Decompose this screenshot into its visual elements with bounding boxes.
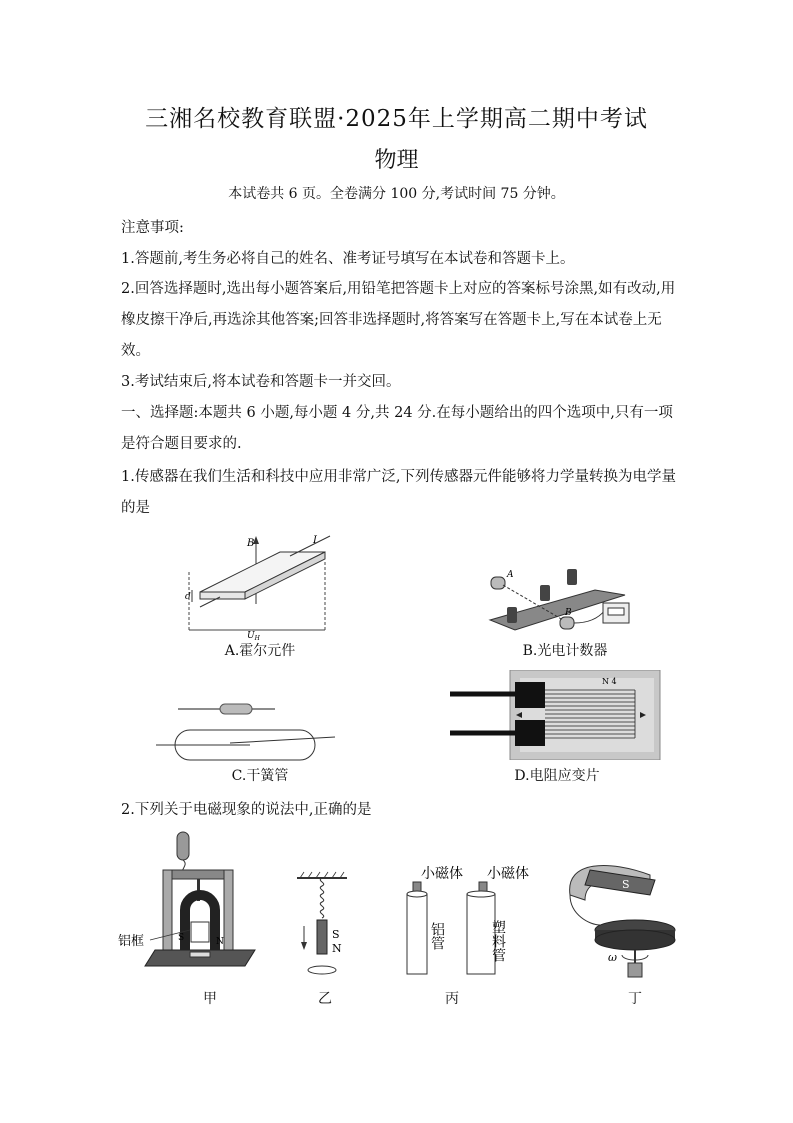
figure-bing [395, 860, 550, 980]
jia-n-label: N [216, 937, 224, 947]
hall-d-label: d [185, 592, 191, 602]
photoelectric-counter-figure [485, 565, 645, 640]
caption-ding: 丁 [628, 991, 642, 1007]
figure-yi [292, 870, 352, 980]
yi-s-label: S [332, 928, 340, 941]
exam-info: 本试卷共 6 页。全卷满分 100 分,考试时间 75 分钟。 [228, 186, 565, 202]
plastic-tube-label: 塑料管 [490, 920, 506, 962]
aluminum-frame-label: 铝框 [118, 934, 145, 949]
yi-n-label: N [332, 942, 342, 955]
ding-s-label: S [622, 878, 630, 891]
hall-uh-label: $U_H$ [247, 631, 260, 640]
figure-jia [115, 830, 265, 980]
hall-i-label: I [313, 535, 317, 546]
hall-b-label: B [247, 538, 255, 549]
caption-yi: 乙 [318, 991, 332, 1007]
caption-jia: 甲 [203, 991, 217, 1007]
caption-bing: 丙 [445, 991, 459, 1007]
section1-heading: 一、选择题:本题共 6 小题,每小题 4 分,共 24 分.在每小题给出的四个选项中,只有一项是符合题目要求的. [121, 405, 673, 452]
aluminum-tube-label: 铝管 [429, 922, 445, 950]
option-a-label: A.霍尔元件 [224, 643, 296, 659]
option-c-label: C.干簧管 [231, 768, 289, 784]
notice-heading: 注意事项: [121, 220, 184, 236]
notice-item-1: 1.答题前,考生务必将自己的姓名、准考证号填写在本试卷和答题卡上。 [121, 251, 575, 267]
hall-element-figure [185, 532, 335, 640]
strain-n4-label: N 4 [602, 677, 617, 686]
magnet-left-label: 小磁体 [421, 866, 463, 882]
photo-b-label: B [565, 608, 572, 618]
question-2-stem: 2.下列关于电磁现象的说法中,正确的是 [121, 802, 372, 818]
strain-gauge-figure [450, 670, 665, 760]
question-1-stem: 1.传感器在我们生活和科技中应用非常广泛,下列传感器元件能够将力学量转换为电学量的是 [121, 469, 676, 516]
magnet-right-label: 小磁体 [487, 866, 529, 882]
notice-item-3: 3.考试结束后,将本试卷和答题卡一并交回。 [121, 374, 401, 390]
omega-label: ω [608, 951, 617, 964]
option-d-label: D.电阻应变片 [514, 768, 600, 784]
option-b-label: B.光电计数器 [522, 643, 608, 659]
jia-s-label: S [178, 933, 185, 943]
figure-ding [560, 855, 680, 985]
subject-title: 物理 [374, 148, 419, 173]
exam-title: 三湘名校教育联盟·2025年上学期高二期中考试 [145, 106, 648, 132]
notice-item-2: 2.回答选择题时,选出每小题答案后,用铅笔把答题卡上对应的答案标号涂黑,如有改动,用橡皮擦干净后,再选涂其他答案;回答非选择题时,将答案写在答题卡上,写在本试卷上无效。 [121, 281, 676, 359]
reed-switch-figure [150, 695, 340, 765]
photo-a-label: A [507, 570, 514, 580]
